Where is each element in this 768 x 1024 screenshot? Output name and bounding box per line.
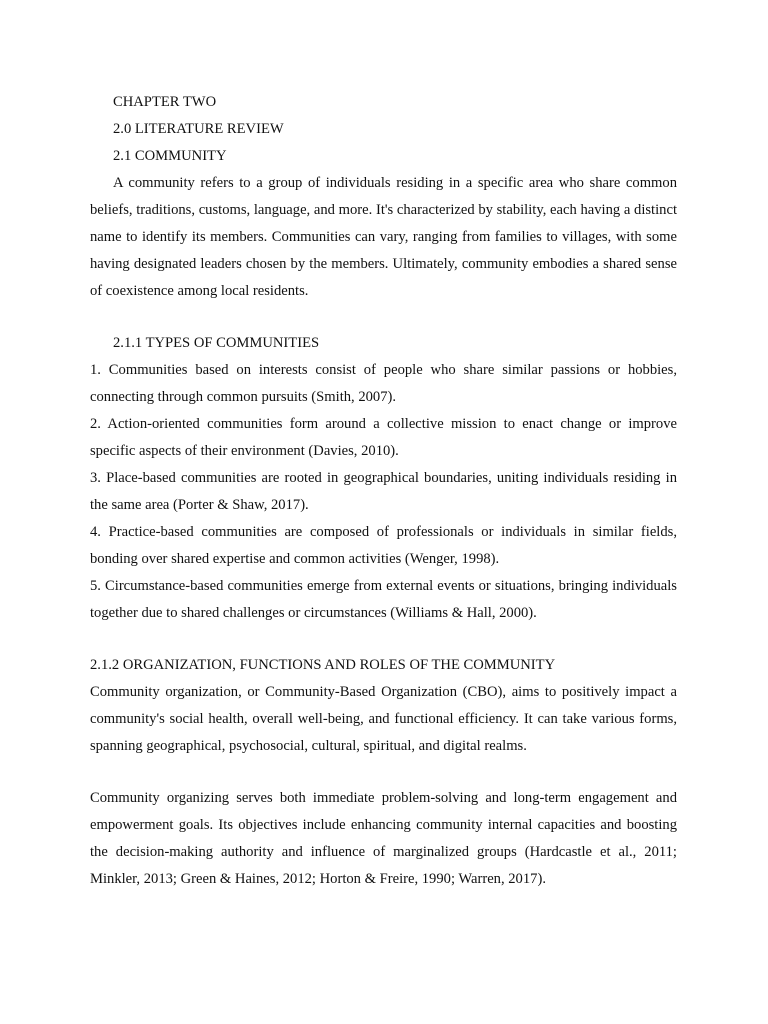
community-paragraph: A community refers to a group of individuals residing in a specific area who share common beliefs, traditions, customs, language, and more. It's characterized by stability, each having a distinct name to identify its members. Communities can vary, ranging from families to villages, with some having designated leaders chosen by the members. Ultimately, community embodies a shared sense of coexistence among local residents. <box>90 175 677 299</box>
organization-paragraph: Community organization, or Community-Based Organization (CBO), aims to positively impact a community's social health, overall well-being, and functional efficiency. It can take various forms, spanning geographical, psychosocial, cultural, spiritual, and digital realms. <box>90 684 677 754</box>
section-heading-literature-review: 2.0 LITERATURE REVIEW <box>113 121 284 137</box>
type-item: 1. Communities based on interests consist of people who share similar passions or hobbies, connecting through common pursuits (Smith, 2007). <box>90 362 677 405</box>
organizing-paragraph: Community organizing serves both immediate problem-solving and long-term engagement and empowerment goals. Its objectives include enhancing community internal capacities and boosting the decision-making authority and influence of marginalized groups (Hardcastle et al., 2011; Minkler, 2013; Green & Haines, 2012; Horton & Freire, 1990; Warren, 2017). <box>90 790 677 887</box>
spacer <box>90 760 677 785</box>
organization-heading: 2.1.2 ORGANIZATION, FUNCTIONS AND ROLES OF THE COMMUNITY <box>90 657 556 673</box>
spacer <box>90 627 677 652</box>
type-item: 4. Practice-based communities are composed of professionals or individuals in similar fields, bonding over shared expertise and common activities (Wenger, 1998). <box>90 524 677 567</box>
type-item: 3. Place-based communities are rooted in geographical boundaries, uniting individuals residing in the same area (Porter & Shaw, 2017). <box>90 470 677 513</box>
type-item: 2. Action-oriented communities form around a collective mission to enact change or improve specific aspects of their environment (Davies, 2010). <box>90 416 677 459</box>
spacer <box>90 305 677 330</box>
type-item: 5. Circumstance-based communities emerge from external events or situations, bringing individuals together due to shared challenges or circumstances (Williams & Hall, 2000). <box>90 578 677 621</box>
types-heading: 2.1.1 TYPES OF COMMUNITIES <box>113 335 320 351</box>
chapter-title: CHAPTER TWO <box>113 94 217 110</box>
section-heading-community: 2.1 COMMUNITY <box>113 148 227 164</box>
document-page <box>90 89 677 893</box>
